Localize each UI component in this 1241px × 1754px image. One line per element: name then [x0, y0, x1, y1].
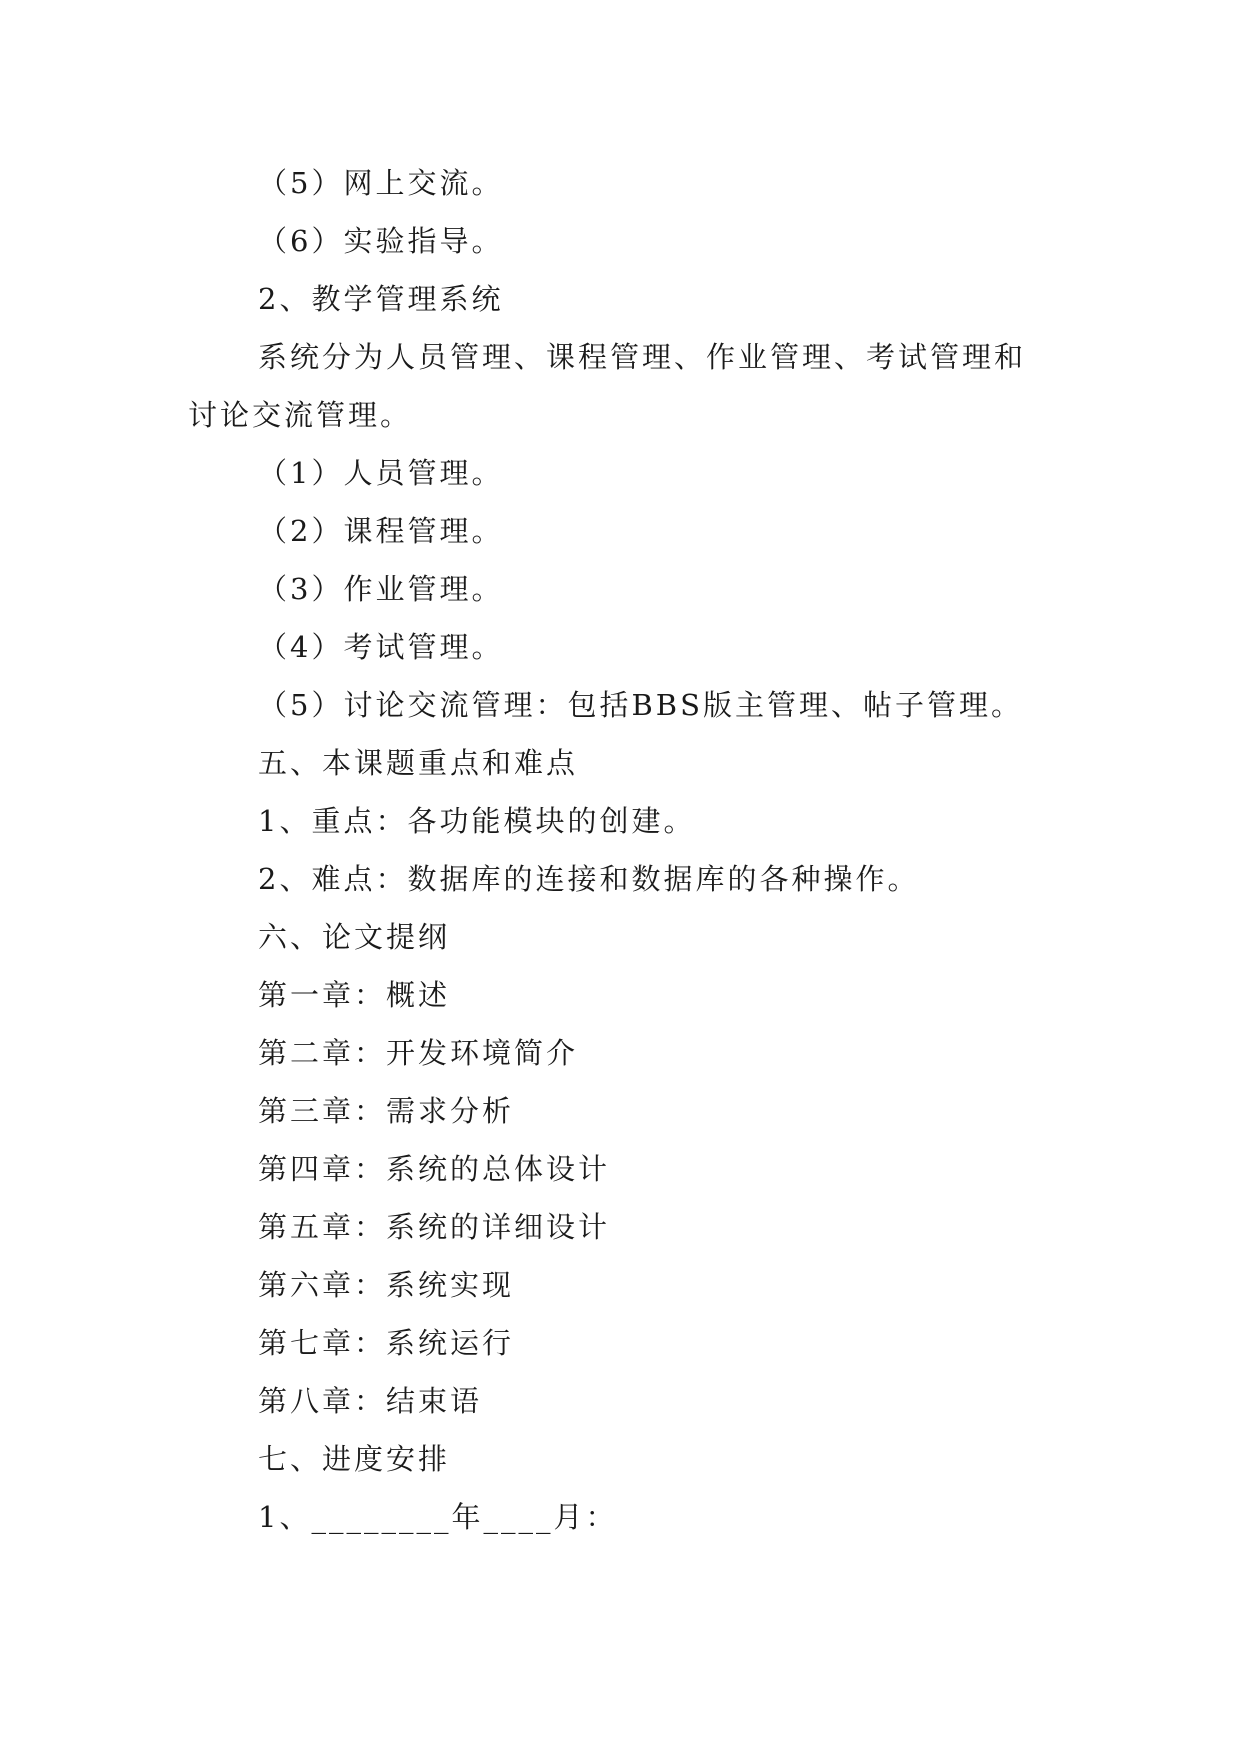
- paragraph-system-modules-cont: 讨论交流管理。: [188, 398, 413, 432]
- item-online-exchange: （5）网上交流。: [258, 166, 504, 200]
- chapter-2: 第二章：开发环境简介: [258, 1036, 579, 1070]
- heading-thesis-outline: 六、论文提纲: [258, 920, 451, 954]
- item-course-management: （2）课程管理。: [258, 514, 504, 548]
- item-assignment-management: （3）作业管理。: [258, 572, 504, 606]
- chapter-5: 第五章：系统的详细设计: [258, 1210, 611, 1244]
- section-teaching-management: 2、教学管理系统: [258, 282, 504, 316]
- item-experiment-guidance: （6）实验指导。: [258, 224, 504, 258]
- chapter-4: 第四章：系统的总体设计: [258, 1152, 611, 1186]
- chapter-1: 第一章：概述: [258, 978, 451, 1012]
- paragraph-system-modules: 系统分为人员管理、课程管理、作业管理、考试管理和: [258, 340, 1027, 374]
- item-exam-management: （4）考试管理。: [258, 630, 504, 664]
- item-key-point: 1、重点：各功能模块的创建。: [258, 804, 696, 838]
- chapter-8: 第八章：结束语: [258, 1384, 483, 1418]
- item-personnel-management: （1）人员管理。: [258, 456, 504, 490]
- schedule-item-1: 1、________年____月：: [258, 1500, 618, 1534]
- chapter-7: 第七章：系统运行: [258, 1326, 515, 1360]
- chapter-6: 第六章：系统实现: [258, 1268, 515, 1302]
- chapter-3: 第三章：需求分析: [258, 1094, 515, 1128]
- heading-key-points: 五、本课题重点和难点: [258, 746, 579, 780]
- item-discussion-management: （5）讨论交流管理：包括BBS版主管理、帖子管理。: [258, 688, 1023, 722]
- item-difficulty: 2、难点：数据库的连接和数据库的各种操作。: [258, 862, 920, 896]
- heading-schedule: 七、进度安排: [258, 1442, 451, 1476]
